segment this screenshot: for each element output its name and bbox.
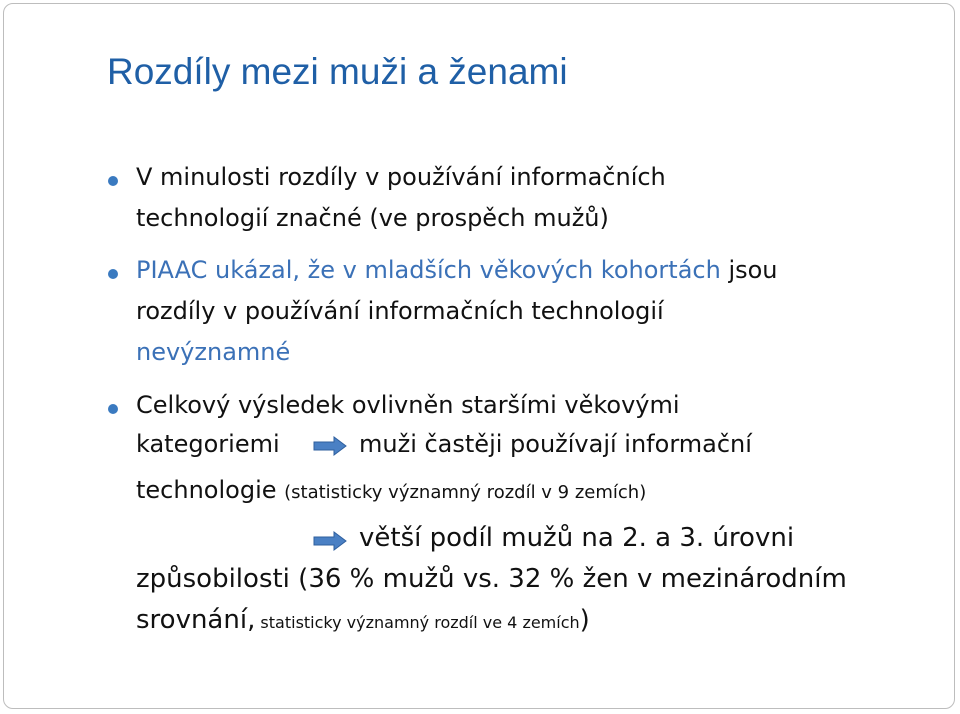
arrow-right-icon [313, 531, 347, 551]
bullet-2-line-1 [136, 256, 778, 285]
bullet-3-line-6a: srovnání, [136, 605, 256, 635]
bullet-dot-2 [108, 269, 118, 279]
slide [3, 3, 955, 709]
bullet-3-line-6c: ) [579, 605, 590, 635]
bullet-2-line-2: rozdíly v používání informačních technologií [136, 297, 664, 325]
bullet-3-line-2b: muži častěji používají informační [359, 430, 752, 458]
bullet-3-line-3a: technologie [136, 476, 277, 504]
bullet-1-line-2: technologií značné (ve prospěch mužů) [136, 204, 609, 232]
bullet-3-line-1: Celkový výsledek ovlivněn staršími věkovými [136, 391, 680, 419]
slide-title: Rozdíly mezi muži a ženami [107, 51, 568, 92]
bullet-3-note-2: statisticky významný rozdíl ve 4 zemích [255, 613, 580, 632]
bullet-3-line-4: větší podíl mužů na 2. a 3. úrovni [359, 523, 795, 553]
bullet-2-text: jsou [720, 256, 778, 284]
bullet-1-line-1: V minulosti rozdíly v používání informačních [136, 163, 666, 191]
bullet-dot-1 [108, 176, 118, 186]
bullet-3-line-2a: kategoriemi [136, 430, 280, 458]
bullet-3-line-6 [136, 605, 590, 636]
bullet-dot-3 [108, 404, 118, 414]
bullet-3-line-5: způsobilosti (36 % mužů vs. 32 % žen v mezinárodním [136, 564, 847, 594]
bullet-2-line-3: nevýznamné [136, 338, 291, 366]
arrow-right-icon [313, 436, 347, 456]
bullet-3-line-3 [136, 476, 646, 505]
bullet-2-highlight: PIAAC ukázal, že v mladších věkových kohortách [136, 256, 721, 284]
bullet-3-note-1: (statisticky významný rozdíl v 9 zemích) [284, 482, 647, 503]
